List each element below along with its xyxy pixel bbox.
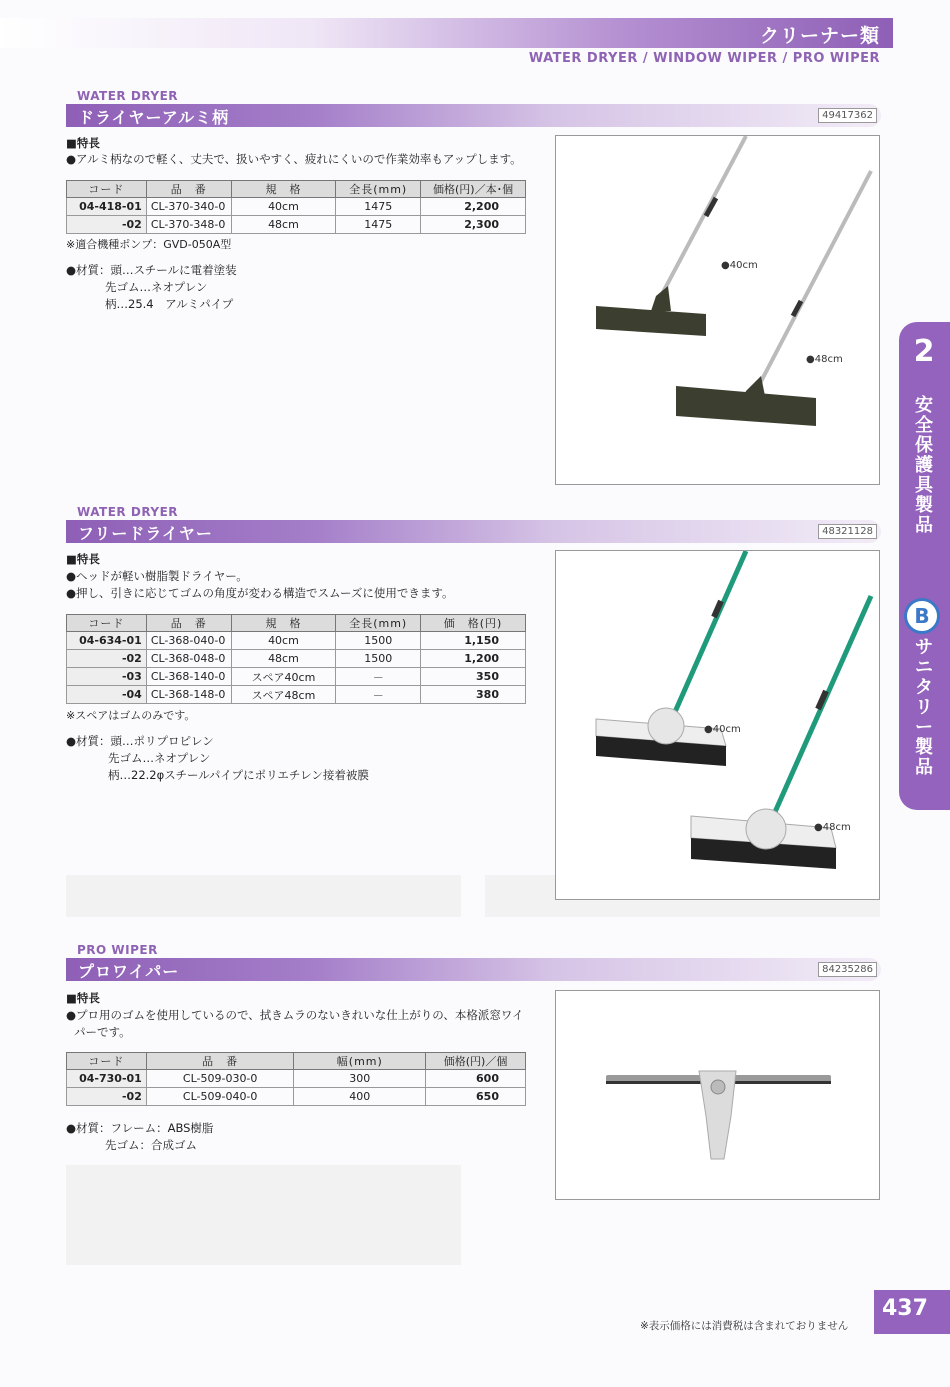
spec-table bbox=[66, 180, 526, 234]
table-note: ※適合機種ポンプ：GVD-050A型 bbox=[66, 238, 232, 251]
ghost-block bbox=[66, 1165, 461, 1265]
table-row bbox=[67, 1070, 526, 1088]
cell-part: CL-368-140-0 bbox=[146, 668, 231, 686]
cell-price: 380 bbox=[421, 686, 526, 704]
table-row bbox=[67, 650, 526, 668]
product-image-frame bbox=[555, 135, 880, 485]
table-header: 全長(mm) bbox=[336, 181, 421, 198]
cell-width: 300 bbox=[294, 1070, 426, 1088]
table-header: 品 番 bbox=[146, 181, 231, 198]
cell-price: 1,200 bbox=[421, 650, 526, 668]
table-row bbox=[67, 216, 526, 234]
subchapter-name: サニタリー製品 bbox=[915, 637, 933, 778]
material-line: ●材質：頭…スチールに電着塗装 bbox=[66, 263, 237, 277]
table-header: コード bbox=[67, 181, 147, 198]
cell-size: スペア48cm bbox=[231, 686, 336, 704]
cell-size: 40cm bbox=[231, 632, 336, 650]
table-row bbox=[67, 1088, 526, 1106]
size-label: ●48cm bbox=[806, 354, 843, 365]
cell-part: CL-368-040-0 bbox=[146, 632, 231, 650]
cell-part: CL-370-340-0 bbox=[146, 198, 231, 216]
cell-code: -02 bbox=[67, 650, 147, 668]
page-subtitle: WATER DRYER / WINDOW WIPER / PRO WIPER bbox=[528, 51, 880, 66]
spec-table bbox=[66, 1052, 526, 1106]
cell-code: 04-730-01 bbox=[67, 1070, 147, 1088]
feature-heading: ■特長 bbox=[66, 552, 100, 566]
material-line: 柄…25.4 アルミパイプ bbox=[105, 297, 234, 311]
table-header: 全長(mm) bbox=[336, 615, 421, 632]
feature-text: ●プロ用のゴムを使用しているので、拭きムラのないきれいな仕上がりの、本格派窓ワイ bbox=[66, 1008, 524, 1022]
spec-table bbox=[66, 614, 526, 704]
product-image-frame bbox=[555, 550, 880, 900]
cell-length: 1500 bbox=[336, 650, 421, 668]
table-header: 価格(円)／個 bbox=[426, 1053, 526, 1070]
material-line: 柄…22.2φスチールパイプにポリエチレン接着被膜 bbox=[108, 768, 369, 782]
chapter-number: 2 bbox=[913, 334, 935, 369]
cell-part: CL-509-040-0 bbox=[146, 1088, 294, 1106]
table-row bbox=[67, 198, 526, 216]
aluminum-dryer-illustration bbox=[556, 136, 881, 486]
cell-code: -02 bbox=[67, 216, 147, 234]
table-row bbox=[67, 632, 526, 650]
table-note: ※スペアはゴムのみです。 bbox=[66, 709, 196, 722]
section-title-bar bbox=[66, 958, 881, 981]
cell-length: 1475 bbox=[336, 216, 421, 234]
table-header: 幅(mm) bbox=[294, 1053, 426, 1070]
cell-size: 40cm bbox=[231, 198, 336, 216]
size-label: ●40cm bbox=[721, 260, 758, 271]
cell-size: 48cm bbox=[231, 216, 336, 234]
cell-part: CL-368-148-0 bbox=[146, 686, 231, 704]
section-en-title: WATER DRYER bbox=[77, 89, 179, 103]
section-title: プロワイパー bbox=[78, 962, 180, 981]
cell-length: － bbox=[336, 686, 421, 704]
cell-length: 1475 bbox=[336, 198, 421, 216]
footnote: ※表示価格には消費税は含まれておりません bbox=[640, 1320, 849, 1332]
section-en-title: WATER DRYER bbox=[77, 505, 179, 519]
pro-wiper-illustration bbox=[556, 991, 881, 1201]
section-en-title: PRO WIPER bbox=[77, 943, 158, 957]
table-header: 価格(円)／本･個 bbox=[421, 181, 526, 198]
table-header: 価 格(円) bbox=[421, 615, 526, 632]
cell-price: 350 bbox=[421, 668, 526, 686]
material-line: ●材質：フレーム：ABS樹脂 bbox=[66, 1121, 214, 1135]
cell-price: 2,300 bbox=[421, 216, 526, 234]
table-header: 品 番 bbox=[146, 1053, 294, 1070]
cell-size: 48cm bbox=[231, 650, 336, 668]
cell-price: 1,150 bbox=[421, 632, 526, 650]
cell-length: 1500 bbox=[336, 632, 421, 650]
cell-code: -03 bbox=[67, 668, 147, 686]
material-line: ●材質：頭…ポリプロピレン bbox=[66, 734, 214, 748]
size-label: ●48cm bbox=[814, 822, 851, 833]
product-image-frame bbox=[555, 990, 880, 1200]
table-row bbox=[67, 686, 526, 704]
feature-text: ●押し、引きに応じてゴムの角度が変わる構造でスムーズに使用できます。 bbox=[66, 586, 454, 600]
cell-width: 400 bbox=[294, 1088, 426, 1106]
page-number: 437 bbox=[874, 1290, 950, 1334]
cell-price: 2,200 bbox=[421, 198, 526, 216]
feature-heading: ■特長 bbox=[66, 991, 100, 1005]
feature-text: パーです。 bbox=[74, 1025, 131, 1039]
chapter-badge: B bbox=[904, 598, 940, 634]
cell-code: 04-418-01 bbox=[67, 198, 147, 216]
section-title-bar bbox=[66, 104, 881, 127]
section-code: 84235286 bbox=[818, 962, 877, 977]
table-header: 品 番 bbox=[146, 615, 231, 632]
cell-price: 600 bbox=[426, 1070, 526, 1088]
chapter-name: 安全保護具製品 bbox=[915, 395, 933, 536]
feature-text: ●ヘッドが軽い樹脂製ドライヤー。 bbox=[66, 569, 248, 583]
table-header: コード bbox=[67, 1053, 147, 1070]
cell-size: スペア40cm bbox=[231, 668, 336, 686]
table-row bbox=[67, 668, 526, 686]
cell-part: CL-370-348-0 bbox=[146, 216, 231, 234]
section-title: ドライヤーアルミ柄 bbox=[78, 108, 230, 127]
cell-part: CL-368-048-0 bbox=[146, 650, 231, 668]
cell-part: CL-509-030-0 bbox=[146, 1070, 294, 1088]
material-line: 先ゴム：合成ゴム bbox=[105, 1138, 197, 1152]
cell-length: － bbox=[336, 668, 421, 686]
table-header: 規 格 bbox=[231, 615, 336, 632]
table-header: 規 格 bbox=[231, 181, 336, 198]
feature-text: ●アルミ柄なので軽く、丈夫で、扱いやすく、疲れにくいので作業効率もアップします。 bbox=[66, 152, 522, 166]
section-title: フリードライヤー bbox=[78, 524, 213, 543]
cell-code: 04-634-01 bbox=[67, 632, 147, 650]
ghost-block bbox=[66, 875, 461, 917]
table-header: コード bbox=[67, 615, 147, 632]
cell-price: 650 bbox=[426, 1088, 526, 1106]
feature-heading: ■特長 bbox=[66, 136, 100, 150]
page-title: クリーナー類 bbox=[759, 25, 880, 47]
section-title-bar bbox=[66, 520, 881, 543]
cell-code: -02 bbox=[67, 1088, 147, 1106]
material-line: 先ゴム…ネオプレン bbox=[108, 751, 211, 765]
cell-code: -04 bbox=[67, 686, 147, 704]
section-code: 49417362 bbox=[818, 108, 877, 123]
size-label: ●40cm bbox=[704, 724, 741, 735]
section-code: 48321128 bbox=[818, 524, 877, 539]
material-line: 先ゴム…ネオプレン bbox=[105, 280, 208, 294]
